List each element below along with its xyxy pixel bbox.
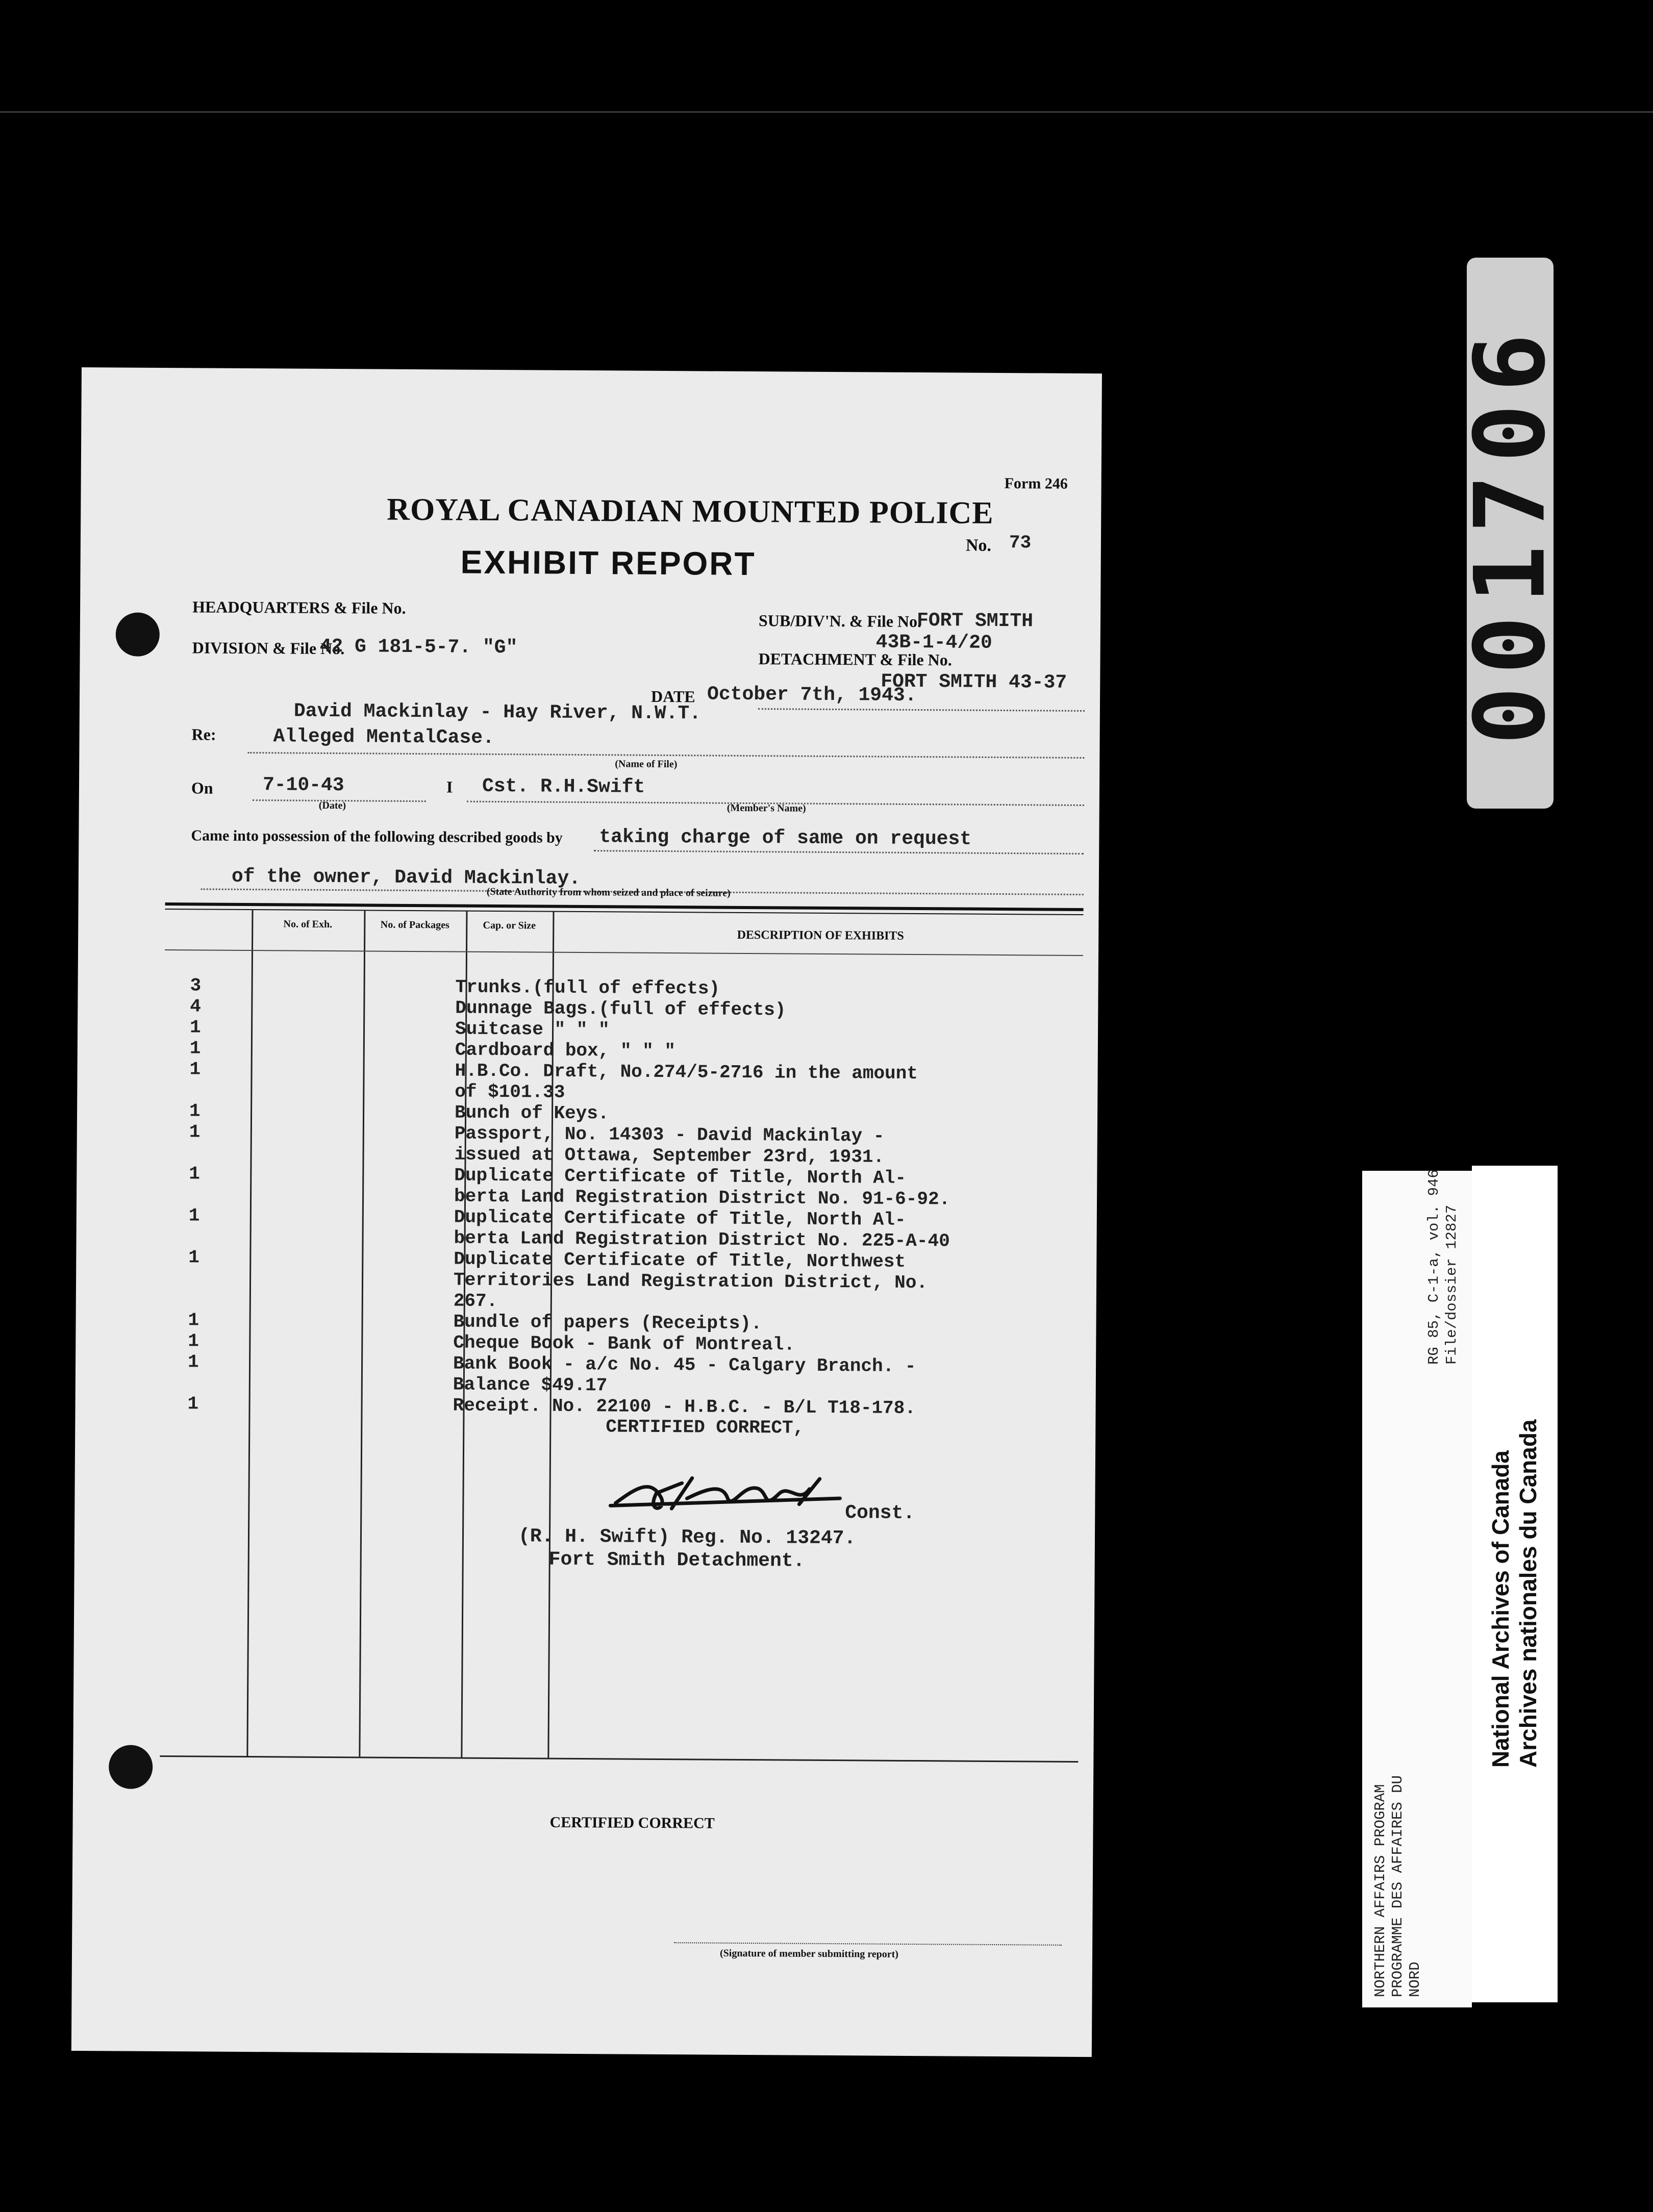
exhibit-description-line: Bank Book - a/c No. 45 - Calgary Branch. - bbox=[453, 1353, 916, 1377]
archive-ref-2: File/dossier 12827 bbox=[1443, 1204, 1460, 1365]
form-number: Form 246 bbox=[1004, 475, 1068, 492]
table-bottom-rule bbox=[160, 1755, 1078, 1763]
date-dotline bbox=[758, 708, 1085, 712]
report-title: EXHIBIT REPORT bbox=[460, 543, 756, 583]
frame-number-strip bbox=[1454, 258, 1567, 809]
possession-value-line2: of the owner, David Mackinlay. bbox=[231, 865, 581, 890]
date-value: October 7th, 1943. bbox=[707, 683, 917, 707]
table-header-rule bbox=[165, 949, 1083, 956]
header-description: DESCRIPTION OF EXHIBITS bbox=[737, 928, 904, 943]
detachment-file-label: DETACHMENT & File No. bbox=[758, 649, 952, 669]
frame-number: 001706 bbox=[1454, 321, 1567, 745]
exhibit-description-line: berta Land Registration District No. 225-A-40 bbox=[454, 1227, 950, 1252]
subdivision-file-label: SUB/DIV'N. & File No. bbox=[758, 611, 922, 631]
name-of-file-caption: (Name of File) bbox=[615, 758, 678, 770]
archive-ref-1: RG 85, C-1-a, vol. 946 bbox=[1425, 1169, 1442, 1365]
exhibit-qty: 1 bbox=[189, 1100, 201, 1122]
date-label: DATE bbox=[650, 687, 695, 706]
signature-line bbox=[674, 1942, 1062, 1946]
header-cap: Cap. or Size bbox=[483, 919, 536, 932]
col-divider-1 bbox=[246, 909, 253, 1756]
exhibit-description-line: Suitcase " " " bbox=[455, 1018, 610, 1041]
hq-file-label: HEADQUARTERS & File No. bbox=[192, 597, 406, 617]
report-number-value: 73 bbox=[1009, 532, 1032, 554]
exhibit-qty: 1 bbox=[189, 1121, 201, 1143]
printed-certified-correct: CERTIFIED CORRECT bbox=[549, 1814, 715, 1832]
exhibit-description-line: Duplicate Certificate of Title, Northwest bbox=[454, 1248, 906, 1272]
i-label: I bbox=[446, 777, 453, 796]
exhibit-description-line: Balance $49.17 bbox=[453, 1374, 608, 1396]
exhibit-description-line: Passport, No. 14303 - David Mackinlay - bbox=[454, 1123, 885, 1147]
detachment-file-value: FORT SMITH 43-37 bbox=[881, 670, 1067, 694]
exhibit-report-sheet bbox=[71, 367, 1102, 2057]
exhibit-description-line: Duplicate Certificate of Title, North Al- bbox=[454, 1206, 906, 1230]
subdivision-file-number: 43B-1-4/20 bbox=[875, 631, 992, 654]
exhibit-description-line: berta Land Registration District No. 91-6-92. bbox=[454, 1186, 950, 1210]
signature-caption: (Signature of member submitting report) bbox=[719, 1947, 899, 1960]
nac-english: National Archives of Canada bbox=[1487, 1450, 1514, 1768]
scan-top-edge bbox=[0, 111, 1653, 113]
typed-certified-correct: CERTIFIED CORRECT, bbox=[606, 1416, 805, 1439]
exhibit-qty: 1 bbox=[187, 1351, 199, 1373]
re-label: Re: bbox=[191, 725, 216, 744]
exhibit-description-line: Cardboard box, " " " bbox=[455, 1039, 676, 1062]
on-date-value: 7-10-43 bbox=[262, 774, 344, 797]
punch-hole-top bbox=[116, 612, 160, 657]
program-en: NORTHERN AFFAIRS PROGRAM bbox=[1372, 1784, 1389, 1997]
exhibit-qty: 4 bbox=[190, 996, 202, 1017]
exhibit-qty: 1 bbox=[189, 1017, 201, 1038]
punch-hole-bottom bbox=[109, 1745, 153, 1789]
subdivision-file-value: FORT SMITH bbox=[916, 610, 1034, 633]
program-fr-2: NORD bbox=[1407, 1962, 1423, 1997]
on-label: On bbox=[191, 778, 213, 797]
exhibit-qty: 3 bbox=[190, 975, 202, 996]
exhibit-description-line: Cheque Book - Bank of Montreal. bbox=[453, 1332, 795, 1355]
exhibit-qty: 1 bbox=[188, 1330, 199, 1352]
program-fr: PROGRAMME DES AFFAIRES DU bbox=[1389, 1775, 1406, 1997]
exhibit-description-line: Duplicate Certificate of Title, North Al- bbox=[454, 1165, 907, 1189]
header-packages: No. of Packages bbox=[380, 919, 449, 931]
agency-title: ROYAL CANADIAN MOUNTED POLICE bbox=[387, 492, 994, 531]
re-file-name-line2: Alleged MentalCase. bbox=[273, 725, 494, 749]
exhibit-description-line: of $101.33 bbox=[455, 1081, 565, 1103]
possession-value-line1: taking charge of same on request bbox=[599, 826, 972, 850]
exhibit-qty: 1 bbox=[189, 1038, 201, 1059]
possession-label: Came into possession of the following described goods by bbox=[191, 827, 563, 846]
archive-reference-label bbox=[1362, 1171, 1472, 2007]
exhibit-qty: 1 bbox=[189, 1163, 201, 1185]
report-number-label: No. bbox=[965, 536, 992, 555]
exhibit-description-line: Receipt. No. 22100 - H.B.C. - B/L T18-178. bbox=[453, 1395, 916, 1419]
signature-detachment: Fort Smith Detachment. bbox=[548, 1548, 805, 1572]
exhibit-qty: 1 bbox=[188, 1247, 200, 1268]
national-archives-label bbox=[1472, 1166, 1558, 2002]
col-divider-2 bbox=[359, 910, 365, 1756]
exhibit-description-line: Bunch of Keys. bbox=[454, 1102, 609, 1124]
member-signature bbox=[605, 1467, 850, 1525]
exhibit-qty: 1 bbox=[188, 1310, 199, 1331]
member-name-caption: (Member's Name) bbox=[727, 802, 806, 814]
exhibit-description-line: Trunks.(full of effects) bbox=[455, 976, 720, 999]
header-exh: No. of Exh. bbox=[283, 918, 333, 931]
exhibit-qty: 1 bbox=[188, 1205, 200, 1226]
possession-dotline-1 bbox=[594, 850, 1084, 854]
exhibit-description-line: Bundle of papers (Receipts). bbox=[453, 1311, 762, 1335]
member-name-value: Cst. R.H.Swift bbox=[482, 775, 645, 798]
division-file-value: 42 G 181-5-7. "G" bbox=[319, 635, 518, 659]
on-date-caption: (Date) bbox=[318, 799, 346, 812]
exhibit-description-line: 267. bbox=[453, 1290, 498, 1312]
exhibit-descriptions bbox=[453, 976, 951, 1419]
exhibit-qty: 1 bbox=[187, 1393, 199, 1415]
division-file-label: DIVISION & File No. bbox=[192, 638, 345, 658]
exhibit-description-line: Territories Land Registration District, No. bbox=[453, 1269, 928, 1294]
exhibit-description-line: issued at Ottawa, September 23rd, 1931. bbox=[454, 1144, 885, 1168]
possession-caption: (State Authority from whom seized and place of seizure) bbox=[486, 886, 731, 899]
re-dotline bbox=[247, 752, 1084, 759]
nac-french: Archives nationales du Canada bbox=[1515, 1419, 1541, 1768]
exhibit-description-line: H.B.Co. Draft, No.274/5-2716 in the amount bbox=[455, 1060, 918, 1085]
signature-name-reg: (R. H. Swift) Reg. No. 13247. bbox=[518, 1525, 856, 1550]
exhibit-qty: 1 bbox=[189, 1059, 201, 1080]
signature-rank: Const. bbox=[845, 1502, 915, 1525]
exhibit-description-line: Dunnage Bags.(full of effects) bbox=[455, 997, 786, 1021]
re-file-name-line1: David Mackinlay - Hay River, N.W.T. bbox=[293, 700, 702, 725]
